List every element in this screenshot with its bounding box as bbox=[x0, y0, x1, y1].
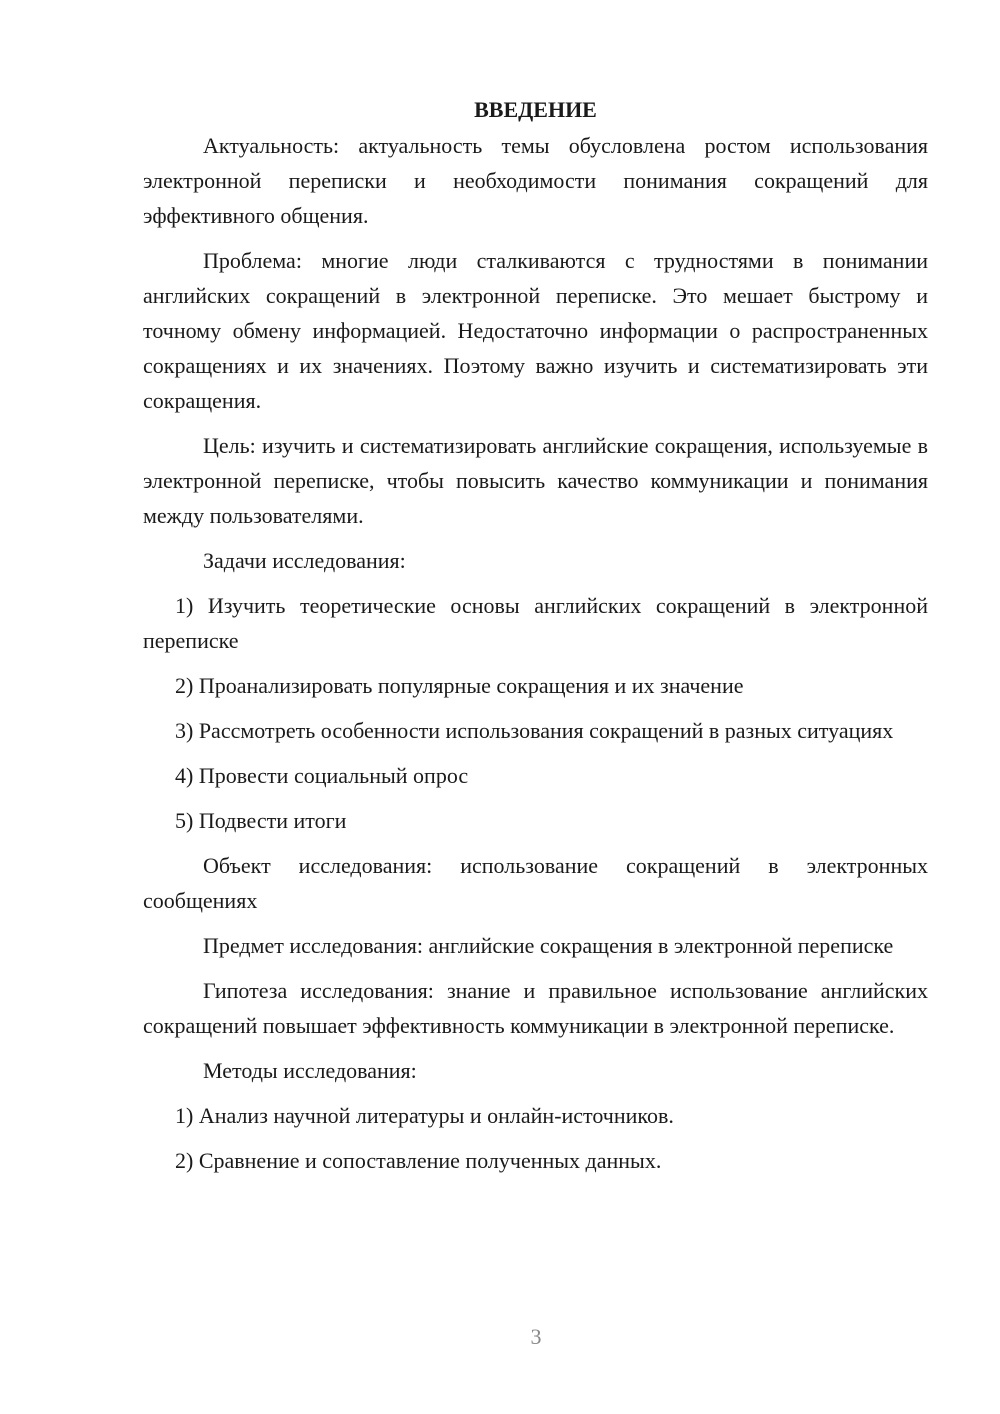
paragraph-subject: Предмет исследования: английские сокращения в электронной переписке bbox=[203, 933, 894, 958]
task-item-5: 5) Подвести итоги bbox=[175, 808, 347, 833]
task-item-2: 2) Проанализировать популярные сокращения и их значение bbox=[175, 673, 744, 698]
task-item-1: 1) Изучить теоретические основы английских сокращений в электронной переписке bbox=[143, 593, 928, 653]
section-title: ВВЕДЕНИЕ bbox=[474, 97, 597, 122]
method-item-2: 2) Сравнение и сопоставление полученных данных. bbox=[175, 1148, 662, 1173]
paragraph-relevance: Актуальность: актуальность темы обусловлена ростом использования электронной переписки и необходимости понимания сокращений для эффективного общения. bbox=[143, 133, 928, 228]
paragraph-goal: Цель: изучить и систематизировать английские сокращения, используемые в электронной переписке, чтобы повысить качество коммуникации и понимания между пользователями. bbox=[143, 433, 928, 528]
method-item-1: 1) Анализ научной литературы и онлайн-источников. bbox=[175, 1103, 674, 1128]
task-item-3: 3) Рассмотреть особенности использования сокращений в разных ситуациях bbox=[175, 718, 894, 743]
paragraph-methods-heading: Методы исследования: bbox=[203, 1058, 417, 1083]
paragraph-object: Объект исследования: использование сокращений в электронных сообщениях bbox=[143, 853, 928, 913]
paragraph-tasks-heading: Задачи исследования: bbox=[203, 548, 406, 573]
paragraph-hypothesis: Гипотеза исследования: знание и правильное использование английских сокращений повышает эффективность коммуникации в электронной переписке. bbox=[143, 978, 928, 1038]
page-number: 3 bbox=[530, 1324, 542, 1349]
paragraph-problem: Проблема: многие люди сталкиваются с трудностями в понимании английских сокращений в электронной переписке. Это мешает быстрому и точному обмену информацией. Недостаточно информации о распространенных сокращениях и их значениях. Поэтому важно изучить и систематизировать эти сокращения. bbox=[143, 248, 928, 413]
document-page bbox=[143, 92, 928, 1188]
task-item-4: 4) Провести социальный опрос bbox=[175, 763, 469, 788]
